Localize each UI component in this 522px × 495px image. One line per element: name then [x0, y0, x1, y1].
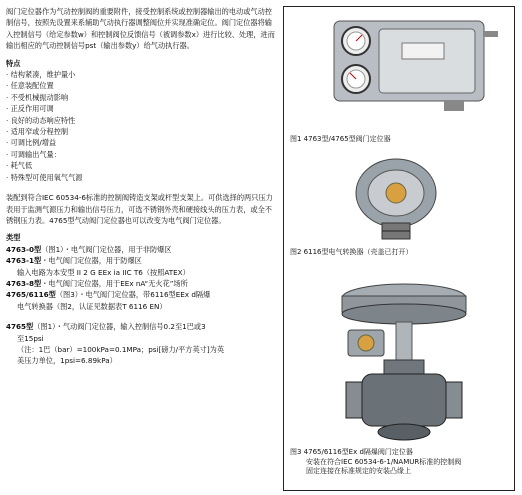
mounting-paragraph: 装配到符合IEC 60534-6标准的控制阀铸造支架或杆型支架上。可供选择的两只压力表用于监测气源压力和输出信号压力，可选不锈钢外壳和硬接线头的压力表，或全不锈钢压力表。4765型气动阀门定位器也可以改变为电气阀门定位器。	[6, 193, 273, 225]
type-text: 电气转换器（图2，认证见数据表T 6116 EN）	[17, 301, 167, 311]
type-line	[6, 255, 278, 266]
unit-note: 美压力单位，1psi=6.89kPa）	[17, 356, 117, 366]
list-item: · 任意装配位置	[6, 81, 54, 91]
type-model: 4763-1型	[6, 256, 42, 266]
type-text: 输入电路为本安型 II 2 G EEx ia IIC T6（按照ATEX）	[17, 267, 190, 277]
caption-line: 固定连接在标准规定的安装凸缘上	[306, 467, 411, 475]
unit-note: （注：1巴（bar）=100kPa=0.1MPa；psi[磅力/平方英寸]为英	[17, 344, 225, 354]
figure-1	[284, 11, 514, 143]
converter-photo-icon	[284, 153, 514, 245]
text-column	[6, 6, 278, 367]
list-item: · 适用窄或分程控制	[6, 127, 69, 137]
type-model: 4763-0型	[6, 244, 42, 254]
figure-2-caption: 图2 6116型电气转换器（壳盖已打开）	[290, 248, 413, 256]
type-line	[6, 301, 278, 312]
figure-panel	[283, 6, 515, 491]
figure-3-caption	[290, 448, 510, 477]
list-item: · 可调比例/增益	[6, 138, 57, 148]
types-heading: 类型	[6, 233, 21, 243]
positioner-photo-icon	[284, 11, 514, 123]
list-item: · 良好的动态响应特性	[6, 115, 76, 125]
type-line	[6, 267, 278, 278]
type-line	[6, 278, 278, 289]
type-4765-block	[6, 321, 278, 367]
list-item: · 不受机械振动影响	[6, 92, 69, 102]
type-text: （图1）・电气阀门定位器，用于非防爆区	[41, 244, 172, 254]
type-model: 4765型	[6, 322, 34, 332]
type-model: 4763-8型	[6, 278, 42, 288]
caption-line: 安装在符合IEC 60534-6-1/NAMUR标准的控制阀	[306, 457, 462, 466]
types-list	[6, 244, 278, 312]
valve-assembly-photo-icon	[284, 270, 514, 448]
figure-2	[284, 153, 514, 256]
features-heading: 特点	[6, 58, 21, 68]
list-item: · 结构紧凑，维护量小	[6, 70, 76, 80]
list-item: · 正反作用可调	[6, 104, 54, 114]
figure-1-caption: 图1 4763型/4765型阀门定位器	[290, 135, 391, 143]
type-line	[6, 321, 278, 332]
caption-line: 图3 4765/6116型Ex d隔爆阀门定位器	[290, 448, 413, 456]
list-item: · 特殊型可使用氧气气源	[6, 172, 83, 182]
type-line	[6, 244, 278, 255]
list-item: · 耗气低	[6, 161, 33, 171]
type-model: 4765/6116型	[6, 290, 56, 300]
type-text: （图1）・气动阀门定位器，输入控制信号0.2至1巴或3	[33, 322, 206, 332]
type-line	[6, 289, 278, 300]
figure-3	[284, 270, 514, 475]
list-item: · 可调输出气量：	[6, 149, 61, 159]
type-text: ・电气阀门定位器，用于防爆区	[41, 256, 142, 266]
type-text: （图3）・电气阀门定位器，带6116型EEx d隔爆	[55, 290, 211, 300]
intro-paragraph: 阀门定位器作为气动控制阀的重要附件，接受控制系统或控制器输出的电动或气动控制信号，按照先设置来系辅助气动执行器调整阀位并实现准确定位。阀门定位器将输入控制信号（给定参数w）和控制阀位反馈信号（被调参数x）进行比较、处理，进而输出相应的气动控制信号pst（输出参数y）给气动执行器。	[6, 7, 275, 51]
type-line: 至15psi	[17, 333, 44, 343]
features-list	[6, 69, 278, 183]
type-text: ・电气阀门定位器，用于EEx nA“无火花”场所	[41, 278, 188, 288]
